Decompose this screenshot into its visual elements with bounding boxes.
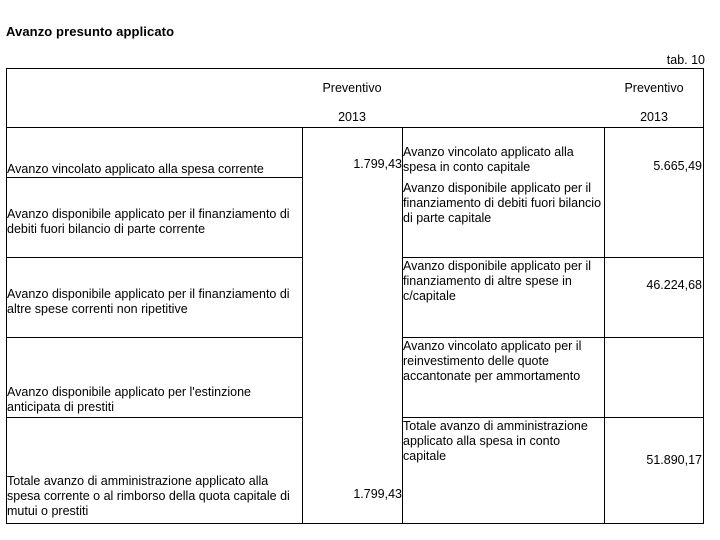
right-row-value: 5.665,49 — [653, 159, 702, 173]
left-row-label: Totale avanzo di amministrazione applicato alla spesa corrente o al rimborso della quota capitale di mutui o prestiti — [7, 474, 290, 518]
header-left-year: 2013 — [338, 110, 366, 124]
right-row-label: Avanzo disponibile applicato per il finanziamento di altre spese in c/capitale — [403, 259, 592, 303]
right-row-label: Avanzo disponibile applicato per il finanziamento di debiti fuori bilancio di parte capitale — [403, 181, 602, 225]
left-row-label: Avanzo disponibile applicato per l'estinzione anticipata di prestiti — [7, 385, 251, 414]
page-title: Avanzo presunto applicato — [6, 24, 175, 39]
left-row-value: 1.799,43 — [353, 487, 402, 501]
header-right-year: 2013 — [640, 110, 668, 124]
left-row-label: Avanzo disponibile applicato per il finanziamento di debiti fuori bilancio di parte corrente — [7, 207, 290, 236]
right-row-label: Avanzo vincolato applicato per il reinvestimento delle quote accantonate per ammortamento — [403, 339, 582, 383]
left-row-label: Avanzo vincolato applicato alla spesa corrente — [7, 162, 264, 176]
left-row-value: 1.799,43 — [353, 157, 402, 171]
right-row-label: Avanzo vincolato applicato alla spesa in conto capitale — [403, 145, 574, 174]
right-row-value: 51.890,17 — [646, 453, 702, 467]
left-row-label: Avanzo disponibile applicato per il finanziamento di altre spese correnti non ripetitive — [7, 287, 290, 316]
right-row-label: Totale avanzo di amministrazione applicato alla spesa in conto capitale — [403, 419, 588, 463]
table-reference: tab. 10 — [666, 53, 705, 67]
header-left-label: Preventivo — [322, 81, 382, 95]
header-right-label: Preventivo — [624, 81, 684, 95]
right-row-value: 46.224,68 — [646, 278, 702, 292]
